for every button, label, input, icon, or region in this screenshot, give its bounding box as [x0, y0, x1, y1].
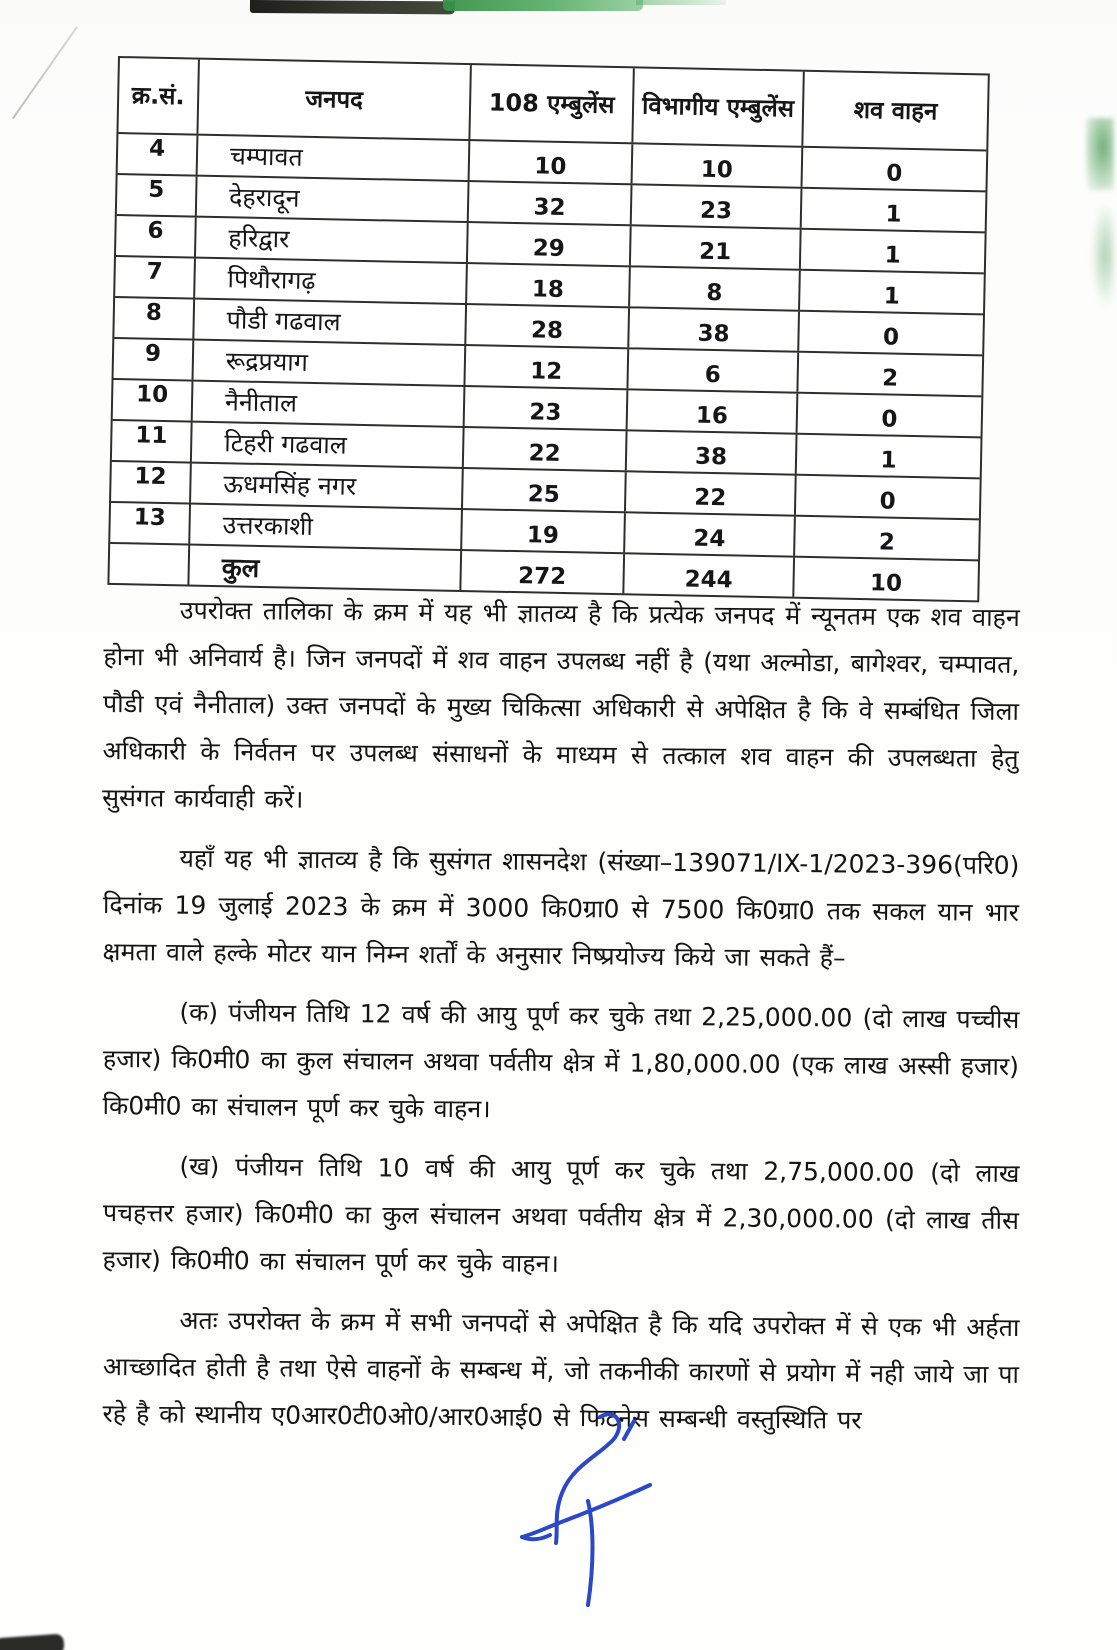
cell-district: रूद्रप्रयाग — [194, 341, 467, 385]
paragraph-government-order: यहाँ यह भी ज्ञातव्य है कि सुसंगत शासनदेश (संख्या–139071/IX-1/2023-396(परि0) दिनांक 19 जुलाई 2023 के क्रम में 3000 कि0ग्रा0 से 7500 कि0ग्रा0 तक सकल यान भार क्षमता वाले हल्के मोटर यान निम्न शर्तों के अनुसार निष्प्रयोज्य किये जा सकते हैं– — [102, 843, 1020, 973]
cell-district: देहरादून — [197, 177, 470, 221]
cell-serial: 7 — [115, 257, 196, 298]
cell-hearse: 0 — [879, 488, 896, 515]
cell-dept-ambulance: 38 — [629, 308, 800, 350]
paragraph-condition-ka: (क) पंजीयन तिथि 12 वर्ष की आयु पूर्ण कर चुके तथा 2,25,000.00 (दो लाख पच्चीस हजार) कि0मी0 का कुल संचालन अथवा पर्वतीय क्षेत्र में 1,80,000.00 (एक लाख अस्सी हजार) कि0मी0 का संचालन पूर्ण कर चुके वाहन। — [102, 997, 1020, 1124]
header-dept-ambulance: विभागीय एम्बुलेंस — [633, 68, 804, 145]
cell-hearse: 2 — [881, 365, 899, 392]
document-body-text — [103, 586, 1019, 1450]
cell-district: पिथौरागढ़ — [195, 259, 468, 303]
cell-hearse: 0 — [882, 324, 900, 351]
cell-serial: 4 — [118, 134, 199, 175]
cell-hearse: 2 — [878, 529, 896, 556]
cell-108-ambulance: 18 — [467, 264, 631, 306]
cell-hearse: 0 — [881, 406, 898, 433]
cell-district: नैनीताल — [193, 382, 466, 426]
cell-hearse: 10 — [869, 570, 903, 597]
cell-108-ambulance: 12 — [465, 346, 629, 388]
cell-hearse: 1 — [880, 447, 897, 474]
cell-serial: 8 — [114, 298, 195, 339]
green-ink-smudge — [1086, 118, 1114, 190]
cell-108-ambulance: 22 — [464, 428, 628, 470]
cell-hearse: 1 — [883, 283, 901, 310]
cell-hearse: 1 — [885, 201, 902, 228]
header-hearse-vehicle: शव वाहन — [853, 95, 938, 126]
district-vehicle-table — [107, 56, 989, 602]
scan-fold-line — [12, 26, 78, 119]
cell-district: टिहरी गढवाल — [192, 423, 465, 467]
cell-dept-ambulance: 24 — [625, 513, 796, 555]
cell-108-ambulance: 19 — [462, 510, 626, 552]
signature-tick-stroke — [624, 1421, 634, 1439]
header-108-ambulance: 108 एम्बुलेंस — [470, 65, 634, 142]
cell-108-ambulance: 29 — [468, 223, 632, 265]
cell-serial: 11 — [112, 421, 193, 462]
scan-edge-dark-strip — [250, 0, 455, 14]
scan-corner-shadow — [0, 1634, 65, 1650]
cell-district: कुल — [189, 546, 462, 590]
cell-dept-ambulance: 16 — [628, 390, 799, 432]
table-body — [109, 134, 986, 600]
cell-108-ambulance: 272 — [461, 551, 625, 593]
cell-dept-ambulance: 21 — [631, 226, 802, 268]
cell-hearse: 1 — [884, 242, 901, 269]
cell-dept-ambulance: 6 — [628, 349, 799, 391]
cell-serial: 13 — [110, 503, 191, 544]
signature-cross-stroke — [522, 1485, 650, 1537]
cell-108-ambulance: 23 — [465, 387, 629, 429]
cell-108-ambulance: 10 — [470, 141, 634, 183]
cell-108-ambulance: 25 — [463, 469, 627, 511]
paragraph-condition-kha: (ख) पंजीयन तिथि 10 वर्ष की आयु पूर्ण कर चुके तथा 2,75,000.00 (दो लाख पचहत्तर हजार) कि0मी0 का कुल संचालन अथवा पर्वतीय क्षेत्र में 2,30,000.00 (दो लाख तीस हजार) कि0मी0 का संचालन पूर्ण कर चुके वाहन। — [102, 1151, 1020, 1278]
cell-district: पौडी गढवाल — [194, 300, 467, 344]
cell-serial: 6 — [116, 216, 197, 257]
scan-edge-green-tail — [636, 0, 726, 5]
cell-serial: 9 — [114, 339, 195, 380]
cell-district: उत्तरकाशी — [190, 505, 463, 549]
cell-dept-ambulance: 8 — [630, 267, 801, 309]
cell-dept-ambulance: 38 — [627, 431, 798, 473]
cell-district: हरिद्वार — [196, 218, 469, 262]
cell-district: ऊधमसिंह नगर — [191, 464, 464, 508]
cell-108-ambulance: 28 — [466, 305, 630, 347]
cell-serial: 5 — [117, 175, 198, 216]
header-serial-number: क्र.सं. — [118, 58, 199, 134]
signature-tail-stroke — [588, 1501, 593, 1605]
cell-hearse: 0 — [886, 160, 903, 187]
cell-dept-ambulance: 23 — [632, 185, 803, 227]
cell-district: चम्पावत — [198, 136, 471, 180]
cell-108-ambulance: 32 — [469, 182, 633, 224]
paragraph-conclusion: अतः उपरोक्त के क्रम में सभी जनपदों से अपेक्षित है कि यदि उपरोक्त में से एक भी अर्हता आच्छादित होती है तथा ऐसे वाहनों के सम्बन्ध में, जो तकनीकी कारणों से प्रयोग में नही जाये जा पा रहे है को स्थानीय ए0आर0टी0ओ0/आर0आई0 से फिटनेस सम्बन्धी वस्तुस्थिति पर — [102, 1305, 1020, 1435]
cell-dept-ambulance: 244 — [624, 554, 795, 596]
header-district: जनपद — [198, 60, 471, 139]
signature-main-stroke — [556, 1414, 619, 1543]
cell-serial: 10 — [113, 380, 194, 421]
green-ink-smudge — [1092, 205, 1114, 305]
cell-serial — [109, 544, 190, 585]
cell-dept-ambulance: 10 — [633, 144, 804, 186]
scan-edge-green-stamp — [443, 0, 643, 11]
cell-serial: 12 — [111, 462, 192, 503]
cell-dept-ambulance: 22 — [626, 472, 797, 514]
signature-scribble — [512, 1405, 662, 1615]
paragraph-table-note: उपरोक्त तालिका के क्रम में यह भी ज्ञातव्य है कि प्रत्येक जनपद में न्यूनतम एक शव वाहन होना भी अनिवार्य है। जिन जनपदों में शव वाहन उपलब्ध नहीं है (यथा अल्मोडा, बागेश्वर, चम्पावत, पौडी एवं नैनीताल) उक्त जनपदों के मुख्य चिकित्सा अधिकारी से अपेक्षित है कि वे सम्बंधित जिला अधिकारी के निर्वतन पर उपलब्ध संसाधनों के माध्यम से तत्काल शव वाहन की उपलब्धता हेतु सुसंगत कार्यवाही करें। — [102, 595, 1020, 814]
